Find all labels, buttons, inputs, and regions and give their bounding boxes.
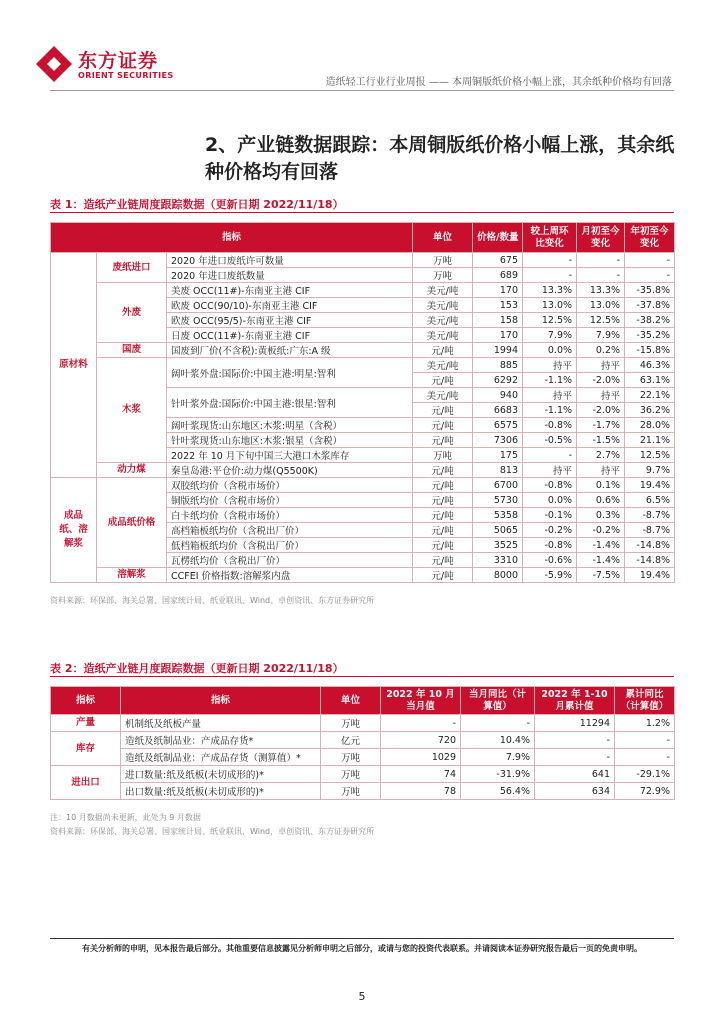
row-name: 瓦楞纸均价（含税出厂价） <box>167 553 413 568</box>
row-wow: -0.2% <box>523 523 577 538</box>
table1-title: 表 1：造纸产业链周度跟踪数据（更新日期 2022/11/18） <box>50 198 344 211</box>
row-wow: 0.0% <box>523 343 577 358</box>
row-yoy: 10.4% <box>461 732 535 749</box>
row-ytd: -37.8% <box>625 298 675 313</box>
row-unit: 万吨 <box>413 268 473 283</box>
row-name: CCFEI 价格指数:溶解浆内盘 <box>167 568 413 583</box>
row-unit: 元/吨 <box>413 373 473 388</box>
row-unit: 元/吨 <box>413 568 473 583</box>
row-month: 1029 <box>381 749 461 766</box>
row-unit: 万吨 <box>321 749 381 766</box>
row-name: 低档箱板纸均价（含税出厂价） <box>167 538 413 553</box>
row-mtd: -1.4% <box>577 538 625 553</box>
row-unit: 万吨 <box>321 715 381 732</box>
row-value: 940 <box>473 388 523 403</box>
row-ytd: -35.8% <box>625 283 675 298</box>
disclaimer: 有关分析师的申明，见本报告最后部分。其他重要信息披露见分析师申明之后部分，或请与您的投资代表联系。并请阅读本证券研究报告最后一页的免责申明。 <box>82 944 642 953</box>
row-name: 机制纸及纸板产量 <box>121 715 321 732</box>
row-wow: 13.3% <box>523 283 577 298</box>
row-value: 5065 <box>473 523 523 538</box>
row-unit: 元/吨 <box>413 343 473 358</box>
row-unit: 元/吨 <box>413 493 473 508</box>
row-unit: 美元/吨 <box>413 283 473 298</box>
table-row <box>51 568 675 583</box>
row-cum: - <box>535 732 615 749</box>
row-cum: 11294 <box>535 715 615 732</box>
row-wow: - <box>523 253 577 268</box>
footer-divider <box>50 938 674 939</box>
row-unit: 元/吨 <box>413 463 473 478</box>
row-unit: 元/吨 <box>413 523 473 538</box>
row-value: 6292 <box>473 373 523 388</box>
row-value: 170 <box>473 328 523 343</box>
row-wow: 13.0% <box>523 298 577 313</box>
row-ytd: -38.2% <box>625 313 675 328</box>
table2-header-unit: 单位 <box>321 687 381 715</box>
running-title: 造纸轻工行业行业周报 —— 本周铜版纸价格小幅上涨，其余纸种价格均有回落 <box>325 77 672 88</box>
row-name: 高档箱板纸均价（含税出厂价） <box>167 523 413 538</box>
row-mtd: 持平 <box>577 388 625 403</box>
row-name: 日废 OCC(11#)-东南亚主港 CIF <box>167 328 413 343</box>
row-name: 铜版纸均价（含税市场价） <box>167 493 413 508</box>
orient-securities-logo-icon <box>34 44 74 84</box>
table1-header-value: 价格/数量 <box>473 223 523 253</box>
row-ytd: 36.2% <box>625 403 675 418</box>
row-cum-yoy: -29.1% <box>615 766 675 783</box>
row-name: 2020 年进口废纸许可数量 <box>167 253 413 268</box>
monthly-tracking-table <box>50 686 675 800</box>
row-cum: - <box>535 749 615 766</box>
table-row <box>51 478 675 493</box>
row-cum: 634 <box>535 783 615 800</box>
brand-name-cn: 东方证券 <box>78 50 159 72</box>
row-name: 造纸及纸制品业：产成品存货（测算值）* <box>121 749 321 766</box>
section-title: 2、产业链数据跟踪：本周铜版纸价格小幅上涨，其余纸种价格均有回落 <box>205 134 675 183</box>
row-value: 5358 <box>473 508 523 523</box>
row-ytd: - <box>625 268 675 283</box>
row-cum-yoy: 72.9% <box>615 783 675 800</box>
table-row <box>51 253 675 268</box>
row-ytd: 22.1% <box>625 388 675 403</box>
row-wow: 7.9% <box>523 328 577 343</box>
row-name: 针叶浆现货:山东地区:木浆:银星（含税） <box>167 433 413 448</box>
row-ytd: 19.4% <box>625 478 675 493</box>
row-ytd: 28.0% <box>625 418 675 433</box>
row-ytd: -14.8% <box>625 538 675 553</box>
group-finished-paper: 成品纸、溶解浆 <box>51 478 97 583</box>
row-ytd: -14.8% <box>625 553 675 568</box>
row-ytd: 12.5% <box>625 448 675 463</box>
row-wow: -1.1% <box>523 373 577 388</box>
table2-header-yoy: 当月同比（计算值） <box>461 687 535 715</box>
row-unit: 亿元 <box>321 732 381 749</box>
row-name: 秦皇岛港:平仓价:动力煤(Q5500K) <box>167 463 413 478</box>
table2-header-cum: 2022 年 1-10 月累计值 <box>535 687 615 715</box>
row-unit: 美元/吨 <box>413 358 473 373</box>
table-row <box>51 343 675 358</box>
row-unit: 美元/吨 <box>413 388 473 403</box>
row-value: 5730 <box>473 493 523 508</box>
row-value: 6683 <box>473 403 523 418</box>
row-mtd: 持平 <box>577 358 625 373</box>
header-divider <box>50 90 674 91</box>
row-ytd: 21.1% <box>625 433 675 448</box>
row-unit: 美元/吨 <box>413 298 473 313</box>
row-month: 74 <box>381 766 461 783</box>
group-inventory: 库存 <box>51 732 121 766</box>
row-mtd: -2.0% <box>577 373 625 388</box>
row-mtd: 0.2% <box>577 343 625 358</box>
row-month: 720 <box>381 732 461 749</box>
row-mtd: - <box>577 253 625 268</box>
row-month: - <box>381 715 461 732</box>
table2-source: 资料来源：环保部、海关总署、国家统计局、纸业联讯、Wind，卓创资讯、东方证券研究所 <box>50 827 375 836</box>
row-name: 阔叶浆现货:山东地区:木浆:明星（含税） <box>167 418 413 433</box>
row-value: 6700 <box>473 478 523 493</box>
table-row <box>51 732 675 749</box>
row-wow: -0.5% <box>523 433 577 448</box>
row-unit: 万吨 <box>321 766 381 783</box>
row-mtd: 13.0% <box>577 298 625 313</box>
page-header <box>0 0 724 92</box>
row-unit: 元/吨 <box>413 433 473 448</box>
table2-header-indicator: 指标 <box>121 687 321 715</box>
row-mtd: 0.3% <box>577 508 625 523</box>
row-unit: 美元/吨 <box>413 313 473 328</box>
table1-header-indicator: 指标 <box>51 223 413 253</box>
row-wow: 0.0% <box>523 493 577 508</box>
brand-name-en: ORIENT SECURITIES <box>78 71 174 80</box>
row-name: 进口数量:纸及纸板(未切成形的)* <box>121 766 321 783</box>
group-dissolving-pulp: 溶解浆 <box>97 568 167 583</box>
table-row <box>51 463 675 478</box>
table-row <box>51 715 675 732</box>
row-ytd: -35.2% <box>625 328 675 343</box>
row-name: 国废到厂价(不含税):黄板纸:广东:A 级 <box>167 343 413 358</box>
row-unit: 元/吨 <box>413 553 473 568</box>
table2-header-group: 指标 <box>51 687 121 715</box>
group-wood-pulp: 木浆 <box>97 358 167 463</box>
row-value: 813 <box>473 463 523 478</box>
row-cum: 641 <box>535 766 615 783</box>
row-unit: 万吨 <box>413 448 473 463</box>
row-yoy: 7.9% <box>461 749 535 766</box>
row-name: 欧废 OCC(95/5)-东南亚主港 CIF <box>167 313 413 328</box>
row-wow: - <box>523 268 577 283</box>
row-mtd: -1.7% <box>577 418 625 433</box>
row-cum-yoy: - <box>615 732 675 749</box>
row-unit: 美元/吨 <box>413 328 473 343</box>
row-wow: -5.9% <box>523 568 577 583</box>
row-wow: -0.8% <box>523 478 577 493</box>
row-ytd: 19.4% <box>625 568 675 583</box>
table2-note: 注：10 月数据尚未更新，此处为 9 月数据 <box>50 813 201 822</box>
row-cum-yoy: 1.2% <box>615 715 675 732</box>
table1-header-row <box>51 223 675 253</box>
row-yoy: -31.9% <box>461 766 535 783</box>
row-yoy: - <box>461 715 535 732</box>
row-mtd: 持平 <box>577 463 625 478</box>
table2-header-row <box>51 687 675 715</box>
row-month: 78 <box>381 783 461 800</box>
row-name: 出口数量:纸及纸板(未切成形的)* <box>121 783 321 800</box>
row-wow: 12.5% <box>523 313 577 328</box>
row-value: 170 <box>473 283 523 298</box>
table-row <box>51 283 675 298</box>
row-mtd: 0.6% <box>577 493 625 508</box>
row-ytd: -8.7% <box>625 508 675 523</box>
row-name: 2022 年 10 月下旬中国三大港口木浆库存 <box>167 448 413 463</box>
group-output: 产量 <box>51 715 121 732</box>
table-row <box>51 358 675 373</box>
row-value: 3310 <box>473 553 523 568</box>
row-ytd: 6.5% <box>625 493 675 508</box>
row-mtd: -0.2% <box>577 523 625 538</box>
row-value: 3525 <box>473 538 523 553</box>
row-wow: 持平 <box>523 358 577 373</box>
row-unit: 元/吨 <box>413 478 473 493</box>
row-name: 阔叶浆外盘:国际价:中国主港:明星:智利 <box>167 358 413 388</box>
table1-header-wow: 较上周环比变化 <box>523 223 577 253</box>
row-mtd: 2.7% <box>577 448 625 463</box>
row-ytd: - <box>625 253 675 268</box>
row-ytd: -8.7% <box>625 523 675 538</box>
row-unit: 元/吨 <box>413 538 473 553</box>
row-name: 美废 OCC(11#)-东南亚主港 CIF <box>167 283 413 298</box>
row-ytd: -15.8% <box>625 343 675 358</box>
group-raw-materials: 原材料 <box>51 253 97 478</box>
row-value: 1994 <box>473 343 523 358</box>
row-mtd: -1.4% <box>577 553 625 568</box>
row-value: 6575 <box>473 418 523 433</box>
table1-header-mtd: 月初至今变化 <box>577 223 625 253</box>
row-yoy: 56.4% <box>461 783 535 800</box>
row-mtd: -2.0% <box>577 403 625 418</box>
table1-header-unit: 单位 <box>413 223 473 253</box>
row-mtd: 12.5% <box>577 313 625 328</box>
table2-title: 表 2：造纸产业链月度跟踪数据（更新日期 2022/11/18） <box>50 662 344 675</box>
row-unit: 元/吨 <box>413 508 473 523</box>
table-row <box>51 783 675 800</box>
row-wow: 持平 <box>523 388 577 403</box>
row-wow: -1.1% <box>523 403 577 418</box>
table-row <box>51 766 675 783</box>
row-unit: 万吨 <box>321 783 381 800</box>
row-unit: 元/吨 <box>413 418 473 433</box>
row-value: 175 <box>473 448 523 463</box>
row-ytd: 63.1% <box>625 373 675 388</box>
row-unit: 元/吨 <box>413 403 473 418</box>
table1-header-ytd: 年初至今变化 <box>625 223 675 253</box>
table2-title-rule <box>50 676 674 677</box>
row-name: 造纸及纸制品业：产成品存货* <box>121 732 321 749</box>
row-value: 158 <box>473 313 523 328</box>
row-value: 885 <box>473 358 523 373</box>
group-coal: 动力煤 <box>97 463 167 478</box>
row-name: 双胶纸均价（含税市场价） <box>167 478 413 493</box>
group-foreign-waste: 外废 <box>97 283 167 343</box>
row-value: 675 <box>473 253 523 268</box>
row-mtd: -7.5% <box>577 568 625 583</box>
row-value: 7306 <box>473 433 523 448</box>
row-wow: -0.8% <box>523 538 577 553</box>
group-domestic-waste: 国废 <box>97 343 167 358</box>
row-value: 8000 <box>473 568 523 583</box>
table2-header-cum-yoy: 累计同比（计算值） <box>615 687 675 715</box>
group-paper-price: 成品纸价格 <box>97 478 167 568</box>
row-mtd: 13.3% <box>577 283 625 298</box>
group-waste-import: 废纸进口 <box>97 253 167 283</box>
row-cum-yoy: - <box>615 749 675 766</box>
row-wow: -0.1% <box>523 508 577 523</box>
row-mtd: -1.5% <box>577 433 625 448</box>
row-mtd: 7.9% <box>577 328 625 343</box>
row-wow: - <box>523 448 577 463</box>
row-mtd: 0.1% <box>577 478 625 493</box>
row-wow: 持平 <box>523 463 577 478</box>
row-ytd: 46.3% <box>625 358 675 373</box>
row-name: 白卡纸均价（含税市场价） <box>167 508 413 523</box>
page-number: 5 <box>358 990 366 1003</box>
row-name: 2020 年进口废纸数量 <box>167 268 413 283</box>
table1-source: 资料来源：环保部、海关总署、国家统计局、纸业联讯、Wind、卓创资讯、东方证券研究所 <box>50 596 375 605</box>
group-trade: 进出口 <box>51 766 121 800</box>
row-name: 欧废 OCC(90/10)-东南亚主港 CIF <box>167 298 413 313</box>
row-wow: -0.6% <box>523 553 577 568</box>
weekly-tracking-table <box>50 222 675 583</box>
table-row <box>51 749 675 766</box>
row-ytd: 9.7% <box>625 463 675 478</box>
row-mtd: - <box>577 268 625 283</box>
row-name: 针叶浆外盘:国际价:中国主港:银星:智利 <box>167 388 413 418</box>
row-unit: 万吨 <box>413 253 473 268</box>
row-value: 689 <box>473 268 523 283</box>
row-wow: -0.8% <box>523 418 577 433</box>
row-value: 153 <box>473 298 523 313</box>
table1-title-rule <box>50 212 674 213</box>
table2-header-month: 2022 年 10 月当月值 <box>381 687 461 715</box>
